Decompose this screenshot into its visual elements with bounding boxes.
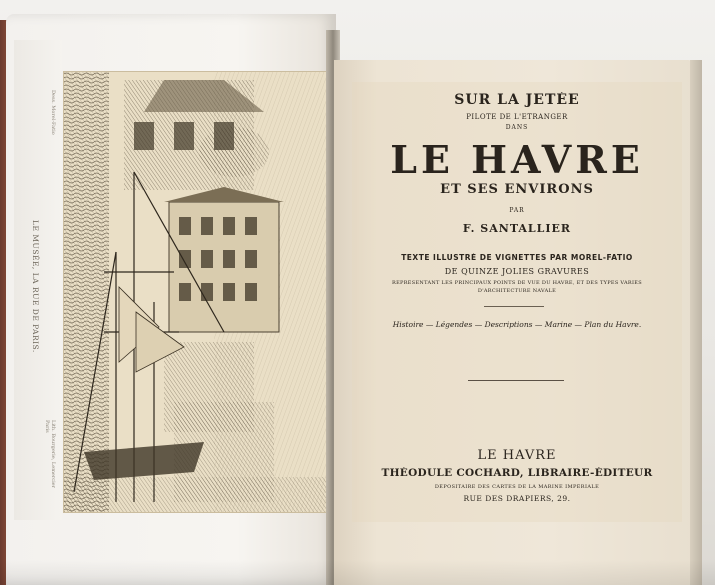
dans-text: DANS: [505, 124, 529, 131]
subtitle-text: ET SES ENVIRONS: [440, 182, 594, 197]
main-title: LE HAVRE: [390, 138, 644, 182]
frontispiece-engraving: [64, 72, 326, 512]
engraver-credit-top: Dess. Morel-Fatio: [50, 90, 56, 135]
depositary-note: DÉPOSITAIRE DES CARTES DE LA MARINE IMPÉRIALE: [434, 484, 600, 490]
topics-list: Histoire — Légendes — Descriptions — Marine — Plan du Havre.: [392, 320, 642, 329]
divider-rule-long: [468, 380, 564, 381]
illustration-note: TEXTE ILLUSTRÉ DE VIGNETTES PAR MOREL-FATIO: [401, 253, 633, 262]
subheader-text: PILOTE DE L'ÉTRANGER: [466, 113, 568, 121]
imprint-city: LE HAVRE: [477, 448, 557, 463]
plate-caption: LE MUSÉE, LA RUE DE PARIS.: [31, 220, 40, 353]
engraving-illustration: [64, 72, 326, 512]
architecture-note: D'ARCHITECTURE NAVALE: [477, 288, 557, 294]
represent-note: REPRÉSENTANT LES PRINCIPAUX POINTS DE VUE DU HAVRE, ET DES TYPES VARIÉS: [392, 280, 642, 286]
par-text: PAR: [509, 207, 525, 214]
divider-rule: [484, 306, 544, 307]
publisher-address: RUE DES DRAPIERS, 29.: [463, 494, 571, 503]
publisher-name: THÉODULE COCHARD, LIBRAIRE-ÉDITEUR: [381, 467, 653, 479]
header-text: SUR LA JETÉE: [454, 92, 580, 108]
page-block-edge: [690, 60, 702, 585]
author-name: F. SANTALLIER: [462, 222, 572, 235]
engravings-note: DE QUINZE JOLIES GRAVURES: [444, 267, 590, 276]
engraver-credit-bottom: Lith. Bourgerie, Lemercier Paris: [44, 420, 56, 489]
bottom-shadow: [0, 560, 715, 585]
